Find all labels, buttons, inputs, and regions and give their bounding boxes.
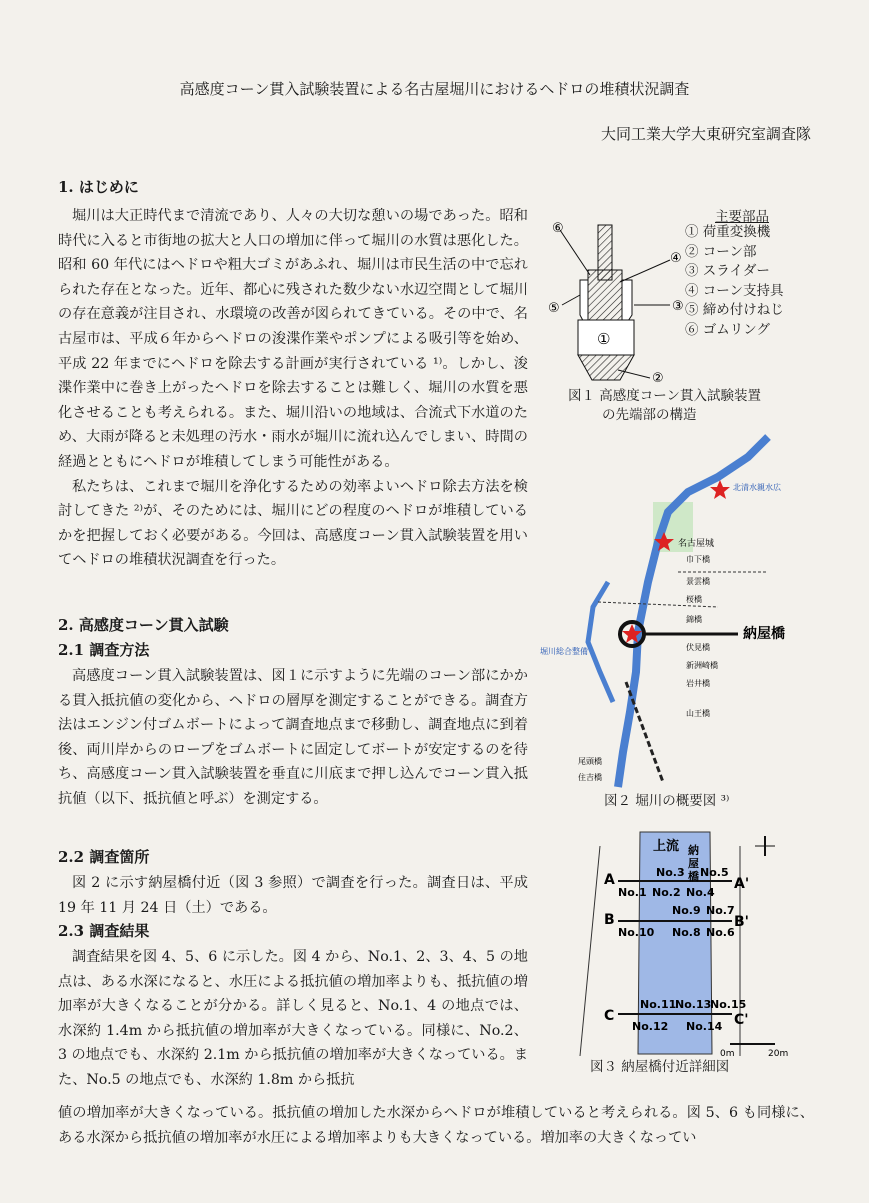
label-bridge: 景雲橋 [686, 577, 710, 586]
section-label: C' [734, 1012, 749, 1028]
point-label: No.1 [618, 886, 647, 899]
section-2-1-body [58, 664, 528, 812]
label-nayabashi: 納屋橋 [743, 626, 785, 642]
fig3-caption: 図３ 納屋橋付近詳細図 [590, 1059, 730, 1075]
legend-item: ⑤ 締め付けねじ [685, 302, 784, 318]
label-bridge: 桜橋 [686, 595, 702, 604]
legend-item: ⑥ ゴムリング [685, 321, 771, 338]
label-bridge: 山王橋 [686, 709, 710, 718]
nayabashi-detail-map [560, 826, 810, 1061]
callout-3: ③ [672, 299, 684, 314]
point-label: No.11 [640, 998, 677, 1011]
point-label: No.13 [675, 998, 712, 1011]
section-label: B' [734, 914, 749, 930]
label-kitashimizu: 北清水親水広 [733, 483, 781, 492]
label-nagoyajo: 名古屋城 [678, 539, 715, 549]
point-label: No.14 [686, 1020, 723, 1033]
point-label: No.8 [672, 926, 701, 939]
figure-2 [538, 432, 818, 812]
point-label: No.12 [632, 1020, 669, 1033]
point-label: No.7 [706, 904, 735, 917]
figure-1 [540, 205, 830, 435]
callout-4: ④ [670, 251, 682, 266]
horikawa-map [538, 432, 818, 792]
point-label: No.15 [710, 998, 747, 1011]
section-1-paragraph-1: 堀川は大正時代まで清流であり、人々の大切な憩いの場であった。昭和時代に入ると市街地の拡大と人口の増加に伴って堀川の水質は悪化した。昭和 60 年代にはヘドロや粗大ゴミがあふれ、堀川は市民生活の中で忘れられた存在となった。近年、都心に残された数少ない水辺空間として堀川の存在意義が注目され、水環境の改善が図られてきている。その中で、名古屋市は、平成６年からヘドロの浚渫作業やポンプによる吸引等を始め、平成 22 年までにヘドロを除去する計画が実行されている ¹⁾。しかし、浚渫作業中に巻き上がったヘドロを除去することは難しく、堀川の水質を悪化させることも考えられる。また、堀川沿いの地域は、合流式下水道のため、大雨が降ると未処理の汚水・雨水が堀川に流れ込んでしまい、時間の経過とともにヘドロが堆積してしまう可能性がある。 [58, 208, 528, 470]
legend-item: ② コーン部 [685, 243, 757, 260]
fig2-caption: 図２ 堀川の概要図 ³⁾ [604, 793, 730, 809]
section-2-1-paragraph: 高感度コーン貫入試験装置は、図１に示すように先端のコーン部にかかる貫入抵抗値の変化から、ヘドロの層厚を測定することができる。調査方法はエンジン付ゴムボートによって調査地点まで移動し、調査地点に到着後、両川岸からのロープをゴムボートに固定してボートが安定するのを待ち、高感度コーン貫入試験装置を垂直に川底まで押し込んでコーン貫入抵抗値（以下、抵抗値と呼ぶ）を測定する。 [58, 668, 528, 807]
callout-6: ⑥ [552, 221, 564, 236]
bridge-char: 橋 [688, 870, 699, 883]
point-label: No.10 [618, 926, 655, 939]
legend-item: ① 荷重変換機 [685, 224, 771, 240]
callout-1: ① [597, 330, 611, 348]
section-2-heading: 2. 高感度コーン貫入試験 [58, 616, 229, 634]
label-bridge: 尾頭橋 [578, 757, 602, 766]
label-bridge: 新洲崎橋 [686, 661, 718, 670]
affiliation: 大同工業大学大東研究室調査隊 [600, 125, 811, 143]
section-1-paragraph-2: 私たちは、これまで堀川を浄化するための効率よいヘドロ除去方法を検討してきた ²⁾が、そのためには、堀川にどの程度のヘドロが堆積しているかを把握しておく必要がある。今回は、高感度コーン貫入試験装置を用いてヘドロの堆積状況調査を行った。 [58, 478, 528, 569]
bridge-char: 屋 [688, 857, 699, 870]
section-label: A [604, 872, 615, 888]
label-bridge: 住吉橋 [578, 773, 602, 782]
point-label: No.9 [672, 904, 701, 917]
point-label: No.3 [656, 866, 685, 879]
section-label: C [604, 1008, 615, 1024]
section-2-1-heading: 2.1 調査方法 [58, 641, 150, 659]
figure-3 [560, 826, 810, 1076]
callout-2: ② [652, 371, 664, 386]
section-label: B [604, 912, 615, 928]
section-label: A' [734, 876, 750, 892]
label-bridge: 岩井橋 [686, 679, 710, 688]
cone-tip-diagram [540, 220, 690, 395]
label-bridge: 巾下橋 [686, 555, 710, 564]
section-2-2-paragraph: 図 2 に示す納屋橋付近（図 3 参照）で調査を行った。調査日は、平成 19 年 11 月 24 日（土）である。 [58, 875, 528, 916]
section-2-3-body [58, 945, 528, 1093]
upstream-label: 上流 [653, 839, 680, 854]
section-2-3-paragraph-continued: 値の増加率が大きくなっている。抵抗値の増加した水深からヘドロが堆積していると考えられる。図 5、6 も同様に、ある水深から抵抗値の増加率が水圧による増加率よりも大きくなっている。増加率の大きくなってい [58, 1105, 814, 1146]
point-label: No.5 [700, 866, 729, 879]
fig1-caption-line1: 図１ 高感度コーン貫入試験装置 [568, 388, 762, 404]
section-2-2-body [58, 871, 528, 920]
fig1-legend [685, 223, 784, 340]
point-label: No.2 [652, 886, 681, 899]
bridge-char: 納 [688, 844, 699, 857]
section-2-3-paragraph: 調査結果を図 4、5、6 に示した。図 4 から、No.1、2、3、4、5 の地点は、ある水深になると、水圧による抵抗値の増加率よりも、抵抗値の増加率が大きくなることが分かる。詳しく見ると、No.1、4 の地点では、水深約 1.4m から抵抗値の増加率が大きくなっている。同様に、No.2、3 の地点でも、水深約 2.1m から抵抗値の増加率が大きくなっている。また、No.5 の地点でも、水深約 1.8m から抵抗 [58, 949, 529, 1088]
section-2-2-heading: 2.2 調査箇所 [58, 848, 150, 866]
point-label: No.4 [686, 886, 715, 899]
scale-label: 0m [720, 1049, 735, 1059]
page-title: 高感度コーン貫入試験装置による名古屋堀川におけるヘドロの堆積状況調査 [179, 80, 690, 98]
scale-label: 20m [768, 1049, 789, 1059]
point-label: No.6 [706, 926, 735, 939]
fig1-legend-title: 主要部品 [715, 209, 769, 225]
section-2-3-heading: 2.3 調査結果 [58, 922, 150, 940]
section-1-heading: 1. はじめに [58, 178, 139, 196]
callout-5: ⑤ [548, 301, 560, 316]
legend-item: ④ コーン支持具 [685, 282, 784, 299]
label-bridge: 錦橋 [686, 615, 702, 624]
section-1-body [58, 204, 528, 573]
legend-item: ③ スライダー [685, 263, 770, 279]
label-bridge: 伏見橋 [686, 643, 710, 652]
fig1-caption-line2: の先端部の構造 [602, 407, 697, 423]
section-2-3-continued [58, 1101, 814, 1150]
label-horikawa: 堀川総合整備 [540, 647, 588, 656]
